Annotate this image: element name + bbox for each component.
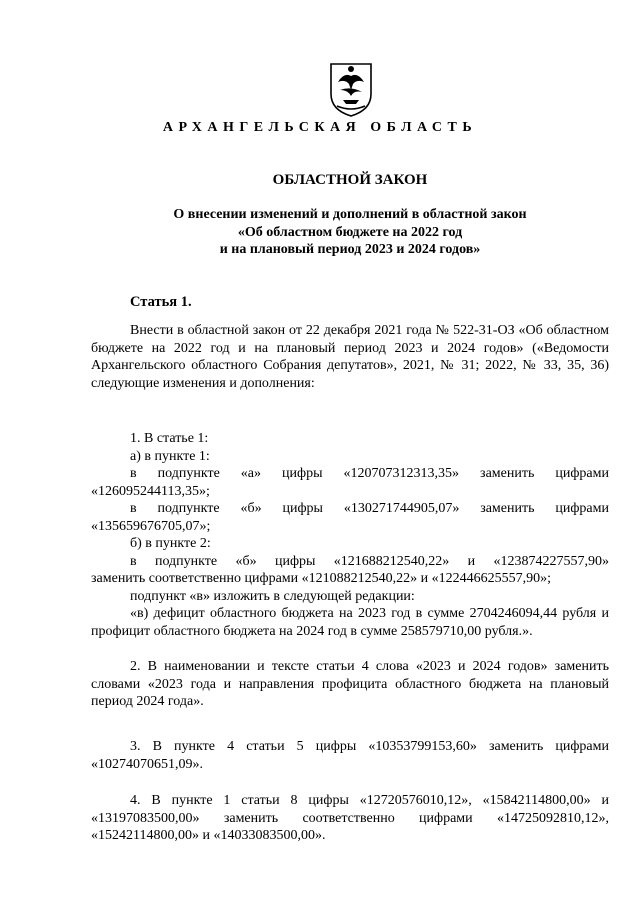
item-1-a2-line: в подпункте «б» цифры «130271744905,07» заменить цифрами [130, 501, 609, 516]
item-1-b1-line: в подпункте «б» цифры «121688212540,22» и «123874227557,90» [130, 553, 609, 569]
article-intro-block [91, 322, 609, 392]
article-heading: Статья 1. [130, 294, 192, 310]
law-title-line: и на плановый период 2023 и 2024 годов» [219, 242, 481, 257]
item-3-block [91, 738, 609, 773]
item-1-a1-value: «126095244113,35»; [91, 483, 210, 499]
item-1-b2-text: «в) дефицит областного бюджета на 2023 год в сумме 2704246094,44 рубля и профицит областного бюджета на 2024 год в сумме 258579710,00 рубля.». [91, 606, 609, 639]
item-2-text: 2. В наименовании и тексте статьи 4 слова «2023 и 2024 годов» заменить словами «2023 года и направления профицита областного бюджета на плановый период 2024 года». [91, 659, 609, 709]
law-type-heading: ОБЛАСТНОЙ ЗАКОН [272, 172, 428, 188]
item-1-a-label: а) в пункте 1: [130, 448, 210, 464]
region-name: АРХАНГЕЛЬСКАЯ ОБЛАСТЬ [162, 120, 478, 135]
item-1-a2-value: «135659676705,07»; [91, 518, 211, 534]
item-2-block [91, 658, 609, 711]
law-title [0, 206, 640, 259]
item-1-a1-line: в подпункте «а» цифры «120707312313,35» заменить цифрами [130, 466, 609, 481]
item-4-block [91, 792, 609, 845]
item-1-block [91, 430, 609, 640]
law-title-line: О внесении изменений и дополнений в областной закон [173, 207, 527, 222]
article-intro: Внести в областной закон от 22 декабря 2021 года № 522-31-ОЗ «Об областном бюджете на 2022 год и на плановый период 2023 и 2024 годов» («Ведомости Архангельского областного Собрания депутатов», 2021, № 31; 2022, № 33, 35, 36) следующие изменения и дополнения: [91, 323, 609, 391]
coat-of-arms-emblem [326, 60, 376, 118]
item-4-text: 4. В пункте 1 статьи 8 цифры «12720576010,12», «15842114800,00» и «13197083500,00» заменить соответственно цифрами «14725092810,12», «15242114800,00» и «14033083500,00». [91, 793, 609, 843]
item-1-b1-value: заменить соответственно цифрами «121088212540,22» и «122446625557,90»; [91, 571, 552, 586]
law-title-line: «Об областном бюджете на 2022 год [237, 224, 463, 240]
item-3-text: 3. В пункте 4 статьи 5 цифры «10353799153,60» заменить цифрами «10274070651,09». [91, 739, 609, 772]
item-1-label: 1. В статье 1: [130, 431, 209, 446]
item-1-b2-label: подпункт «в» изложить в следующей редакции: [130, 588, 415, 604]
item-1-b-label: б) в пункте 2: [130, 536, 211, 551]
